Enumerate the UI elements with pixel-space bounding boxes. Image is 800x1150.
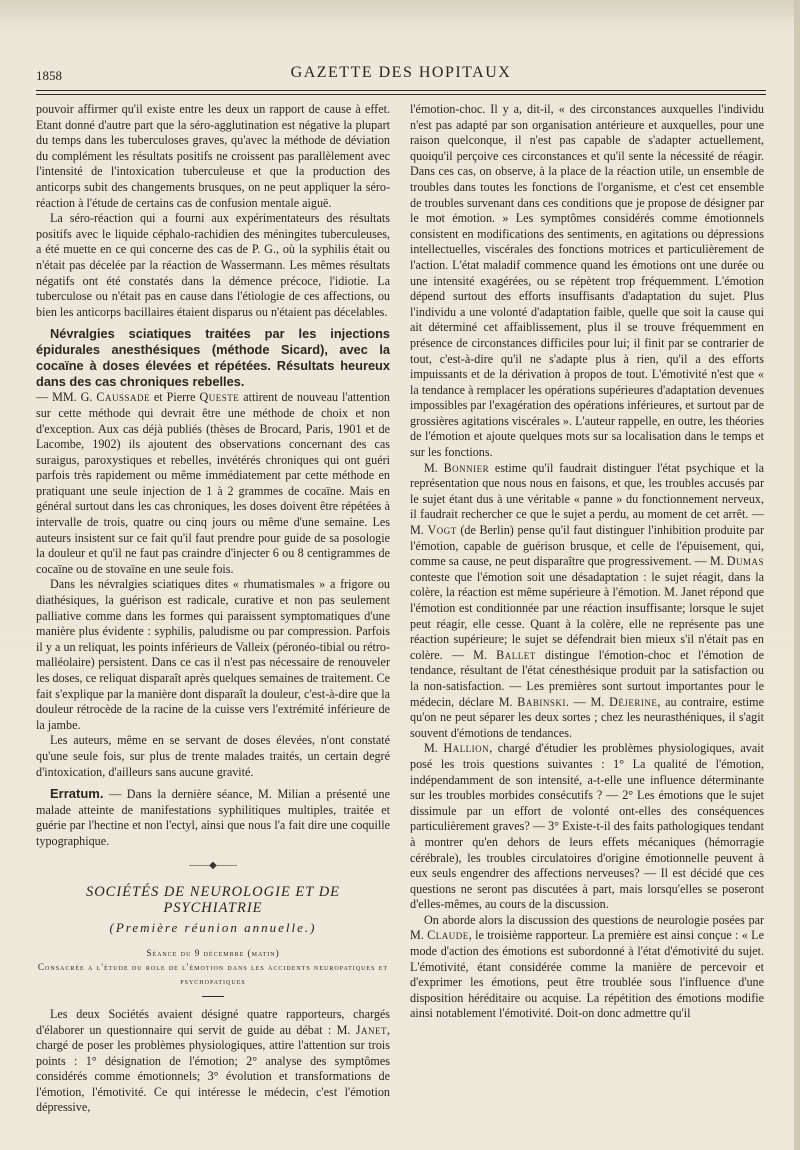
page-header	[36, 64, 766, 86]
header-rule-top	[36, 90, 766, 91]
short-divider	[202, 996, 224, 997]
subsection-heading: Névralgies sciatiques traitées par les injections épidurales anesthésiques (méthode Sicard), avec la cocaïne à doses élevées et répétées. Résultats heureux dans des cas chroniques rebelles.	[36, 326, 390, 390]
paragraph: Les auteurs, même en se servant de doses élevées, n'ont constaté qu'une seule fois, sur plus de trente malades traités, un certain degré d'intoxication, d'ailleurs sans aucune gravité.	[36, 733, 390, 779]
paragraph: Dans les névralgies sciatiques dites « rhumatismales » a frigore ou diathésiques, la guérison est radicale, curative et non pas seulement palliative comme dans les formes qui paraissent symptomatiques d'une manière plus évidente : syphilis, paludisme ou par compression. Parfois il y a un reliquat, les points inférieurs de Valleix (péronéo-tibial ou rétro-malléolaire) persistent. Dans ce cas il n'est pas nécessaire de renouveler les doses, ce reliquat disparaît après quelques semaines de traitement. Ce fait s'explique par la manière dont disparaît la douleur, c'est-à-dire que la douleur rétrocède de la racine de la cuisse vers l'extrémité inférieure de la jambe.	[36, 577, 390, 732]
page-number: 1858	[36, 68, 62, 83]
paragraph: M. Hallion, chargé d'étudier les problèmes physiologiques, avait posé les trois questions suivantes : 1° La qualité de l'émotion, indépendamment de son intensité, a-t-elle une influence déterminante sur les troubles morbides consécutifs ? — 2° Les émotions que le sujet dissimule par un effort de volonté ont-elles des conséquences particulièrement graves? — 3° Existe-t-il des faits pathologiques tendant à montrer qu'en dehors de leurs effets mécaniques (hémorragie cérébrale), les troubles circulatoires d'origine émotionnelle peuvent à eux seuls engendrer des affections nerveuses? — Il est décidé que ces questions ne seront pas discutées à part, mais lorsqu'elles se poseront d'elles-mêmes, au cours de la discussion.	[410, 741, 764, 912]
erratum-heading: Erratum.	[50, 786, 104, 802]
paragraph: M. Bonnier estime qu'il faudrait distinguer l'état psychique et la représentation que nous nous en faisons, et que, les troubles accusés par le sujet étant dus à une véritable « panne » du fonctionnement nerveux, il faudrait rechercher ce que le sujet a perdu, au moment de cet arrêt. — M. Vogt (de Berlin) pense qu'il faut distinguer l'inhibition produite par l'émotion, capable de guérison brusque, et celle de l'épuisement, qui, comme sa cause, ne peut disparaître que progressivement. — M. Dumas conteste que l'émotion soit une désadaptation : le sujet réagit, dans la colère, la réaction est même supérieure à l'émotion. M. Janet répond que l'émotion est conditionnée par une réaction insuffisante; lorsque le sujet peut réagir, elle cesse. Quant à la colère, elle ne représente pas une réaction supérieure; le sujet se défendrait bien mieux s'il n'était pas en colère. — M. Ballet distingue l'émotion-choc et l'émotion de tendance, résultant de l'état cénesthésique produit par la satisfaction ou la non-satisfaction. — Les premières sont surtout importantes pour le médecin, déclare M. Babinski. — M. Déjerine, au contraire, estime qu'on ne peut séparer les deux sortes ; chez les neurasthéniques, il s'agit souvent d'émotions de tendances.	[410, 460, 764, 740]
paragraph: Les deux Sociétés avaient désigné quatre rapporteurs, chargés d'élaborer un questionnaire qui servit de guide au débat : M. Janet, chargé de poser les problèmes physiologiques, attire l'attention sur trois points : 1° désignation de l'émotion; 2° analyse des symptômes considérés comme émotionnels; 3° évolution et transformations de l'émotion, l'émotivité. Ce qui intéresse le médecin, c'est l'émotion dépressive,	[36, 1006, 390, 1115]
separator-ornament: ——◆——	[189, 859, 237, 871]
paragraph: l'émotion-choc. Il y a, dit-il, « des circonstances auxquelles l'individu n'est pas adapté par son organisation antérieure et auxquelles, pour une raison quelconque, il n'est pas capable de s'adapter actuellement, quoiqu'il perçoive ces circonstances et qu'il sente la nécessité de réagir. Dans ces cas, on observe, à la place de la réaction utile, un ensemble de troubles dans toutes les fonctions de l'organisme, et c'est cet ensemble de troubles survenant dans ces conditions que je propose de désigner par le mot émotion. » Les symptômes considérés comme émotionnels consistent en modifications des sentiments, en agitations ou dépressions intellectuelles, viscérales des fonctions motrices et particulièrement de l'action. L'état maladif commence quand les émotions ont une durée ou une intensité exagérées, ou se répètent trop fréquemment. L'émotion dépend surtout des efforts insuffisants d'adaptation du sujet. Plus l'individu a une volonté d'adaptation faible, quelle que soit la cause qui ait déterminé cet affaiblissement, plus il se trouve fréquemment en présence de circonstances difficiles pour lui; il finit par se contrarier de tout, c'est-à-dire qu'il ne s'adapte plus à rien, qu'il a des efforts impuissants et de la dérivation à propos de tout. L'émotivité n'est que « la tendance à remplacer les opérations supérieures d'adaptation devenues impossibles par l'exagération des opérations inférieures, et surtout par de grossières agitations viscérales ». L'auteur rappelle, en outre, les théories de l'émotion et ajoute quelques mots sur sa localisation dans le temps et sur les fonctions.	[410, 102, 764, 460]
right-column	[410, 102, 764, 1120]
paragraph: — MM. G. Caussade et Pierre Queste attirent de nouveau l'attention sur cette méthode qui devrait être une méthode de choix et non d'exception. Aux cas déjà publiés (thèses de Brocard, Paris, 1901 et de Lacombe, 1902) ils ajoutent des observations concernant des cas suraigus, paroxystiques et rebelles, invétérés chroniques qui ont guéri parfois très rapidement ou même immédiatement par cette méthode en pratiquant une seule injection de 1 à 2 grammes de cocaïne. Mais en général surtout dans les cas chroniques, les doses doivent être répétées à intervalle de trois, quatre ou cinq jours ou même d'une semaine. Les auteurs insistent sur ce fait qu'il faut prendre pour guide de sa posologie la douleur et qu'il ne faut pas craindre d'injecter 6 ou 8 centigrammes de cocaïne ou de stovaïne en une seule fois.	[36, 390, 390, 576]
author-name: Queste	[199, 390, 240, 405]
erratum: Erratum. — Dans la dernière séance, M. Milian a présenté une malade atteinte de manifestations syphilitiques multiples, traitée et guérie par l'hectine et non l'ectyl, ainsi que nous l'a fait dire une coquille typographique.	[36, 786, 390, 848]
section-title: SOCIÉTÉS DE NEUROLOGIE ET DE PSYCHIATRIE	[85, 884, 341, 916]
section-subtitle: (Première réunion annuelle.)	[109, 920, 317, 936]
page-edge	[794, 0, 800, 1150]
session-date: Séance du 9 décembre (matin)	[146, 947, 280, 958]
paragraph: pouvoir affirmer qu'il existe entre les deux un rapport de cause à effet. Etant donné d'autre part que la séro-agglutination est négative la plupart du temps dans les tuberculoses graves, qu'avec la méthode de déviation du complément les résultats positifs ne croissent pas parallèlement avec l'intensité de l'intoxication tuberculeuse et que la production des anticorps subit des changements brusques, on ne peut appliquer la séro-réaction à l'étude de certains cas de confusion mentale aiguë.	[36, 102, 390, 210]
paragraph: La séro-réaction qui a fourni aux expérimentateurs des résultats positifs avec le liquide céphalo-rachidien des méningites tuberculeuses, a été muette en ce qui concerne des cas de P. G., où la syphilis était ou n'était pas décelée par la réaction de Wassermann. Les mêmes résultats négatifs ont été constatés dans la démence précoce, l'idiotie. La tuberculose ou n'était pas en cause dans l'étiologie de ces affections, ou bien les anticorps bacillaires étaient disparus ou n'étaient pas décelables.	[36, 211, 390, 319]
left-column	[36, 102, 390, 1120]
author-name: Caussade	[96, 390, 150, 405]
header-rule-bottom	[36, 94, 766, 95]
session-topic: Consacrée a l'étude du role de l'émotion dans les accidents neuropatiques et psychopatiques	[37, 961, 389, 986]
paragraph: On aborde alors la discussion des questions de neurologie posées par M. Claude, le troisième rapporteur. La première est ainsi conçue : « Le mode d'action des émotions est subordonné à l'état d'émotivité du sujet. L'émotivité, étant considérée comme la manière de percevoir et d'exprimer les émotions, peut être troublée sous l'influence d'une disposition héréditaire ou acquise. La répétition des émotions modifie ainsi notablement l'émotivité. Doit-on donc admettre qu'il	[410, 912, 764, 1021]
journal-title: GAZETTE DES HOPITAUX	[290, 64, 512, 81]
author-name: Janet	[355, 1022, 387, 1037]
